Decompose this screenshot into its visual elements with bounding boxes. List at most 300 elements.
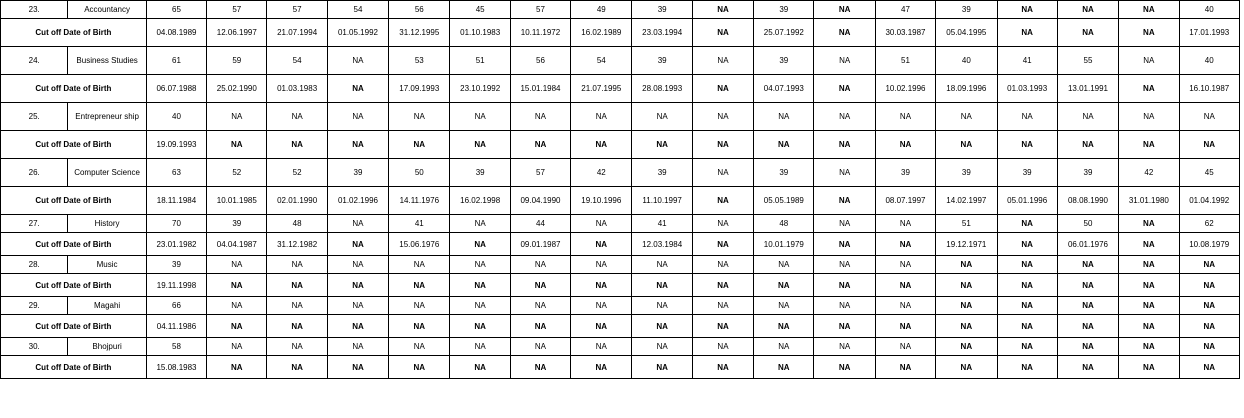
subject-name: Business Studies — [68, 47, 146, 75]
cutoff-dob-cell: NA — [1119, 356, 1179, 379]
cutoff-mark-cell: 45 — [450, 1, 510, 19]
cutoff-mark-cell: NA — [997, 256, 1057, 274]
cutoff-mark-cell: 62 — [1179, 215, 1240, 233]
cutoff-mark-cell: NA — [875, 338, 935, 356]
cutoff-dob-label: Cut off Date of Birth — [1, 19, 147, 47]
cutoff-mark-cell: 45 — [1179, 159, 1240, 187]
cutoff-dob-cell: 08.07.1997 — [875, 187, 935, 215]
cutoff-dob-cell: 18.09.1996 — [936, 75, 997, 103]
cutoff-mark-cell: NA — [997, 297, 1057, 315]
cutoff-dob-cell: NA — [692, 19, 753, 47]
cutoff-dob-cell: NA — [1119, 233, 1179, 256]
cutoff-mark-cell: 39 — [754, 159, 814, 187]
cutoff-dob-cell: NA — [327, 356, 388, 379]
cutoff-dob-cell: 04.07.1993 — [754, 75, 814, 103]
cutoff-mark-cell: NA — [875, 215, 935, 233]
cutoff-mark-cell: 44 — [510, 215, 570, 233]
cutoff-mark-cell: NA — [692, 1, 753, 19]
cutoff-dob-cell: NA — [450, 356, 510, 379]
cutoff-mark-cell: 39 — [997, 159, 1057, 187]
cutoff-dob-cell: 12.06.1997 — [207, 19, 267, 47]
cutoff-dob-cell: 10.02.1996 — [875, 75, 935, 103]
cutoff-mark-cell: 53 — [389, 47, 450, 75]
cutoff-dob-cell: NA — [692, 315, 753, 338]
cutoff-dob-cell: NA — [1057, 274, 1118, 297]
cutoff-dob-cell: 31.01.1980 — [1119, 187, 1179, 215]
table-row — [1, 1, 1240, 19]
cutoff-mark-cell: NA — [1119, 47, 1179, 75]
cutoff-mark-cell: 51 — [450, 47, 510, 75]
cutoff-dob-cell: NA — [1057, 356, 1118, 379]
cutoff-mark-cell: NA — [207, 297, 267, 315]
cutoff-dob-cell: NA — [571, 356, 632, 379]
cutoff-dob-label: Cut off Date of Birth — [1, 356, 147, 379]
cutoff-mark-cell: NA — [1119, 338, 1179, 356]
cutoff-dob-cell: 30.03.1987 — [875, 19, 935, 47]
cutoff-mark-cell: NA — [875, 256, 935, 274]
cutoff-dob-cell: NA — [875, 233, 935, 256]
cutoff-dob-cell: NA — [754, 315, 814, 338]
cutoff-dob-cell: NA — [389, 274, 450, 297]
cutoff-dob-cell: 01.03.1983 — [267, 75, 327, 103]
cutoff-mark-cell: NA — [692, 159, 753, 187]
cutoff-dob-cell: NA — [510, 131, 570, 159]
cutoff-mark-cell: 51 — [936, 215, 997, 233]
cutoff-mark-cell: NA — [571, 103, 632, 131]
table-row — [1, 315, 1240, 338]
cutoff-mark-cell: NA — [389, 297, 450, 315]
cutoff-mark-cell: NA — [571, 215, 632, 233]
cutoff-mark-cell: NA — [997, 103, 1057, 131]
cutoff-mark-cell: 57 — [207, 1, 267, 19]
table-row — [1, 297, 1240, 315]
cutoff-dob-cell: 10.08.1979 — [1179, 233, 1240, 256]
cutoff-dob-cell: NA — [814, 131, 875, 159]
cutoff-dob-cell: 16.02.1998 — [450, 187, 510, 215]
cutoff-mark-cell: NA — [267, 338, 327, 356]
cutoff-mark-cell: 47 — [875, 1, 935, 19]
cutoff-dob-cell: NA — [267, 356, 327, 379]
cutoff-dob-cell: NA — [327, 274, 388, 297]
cutoff-dob-cell: NA — [510, 356, 570, 379]
cutoff-dob-cell: 01.03.1993 — [997, 75, 1057, 103]
cutoff-dob-cell: NA — [1119, 19, 1179, 47]
cutoff-mark-cell: 66 — [146, 297, 206, 315]
cutoff-mark-cell: NA — [450, 338, 510, 356]
cutoff-dob-cell: 16.10.1987 — [1179, 75, 1240, 103]
cutoff-mark-cell: NA — [1119, 215, 1179, 233]
cutoff-mark-cell: NA — [632, 297, 692, 315]
cutoff-dob-cell: 31.12.1982 — [267, 233, 327, 256]
cutoff-mark-cell: 65 — [146, 1, 206, 19]
cutoff-mark-cell: 39 — [754, 47, 814, 75]
cutoff-mark-cell: NA — [632, 103, 692, 131]
cutoff-dob-cell: 06.01.1976 — [1057, 233, 1118, 256]
cutoff-dob-cell: NA — [1179, 315, 1240, 338]
cutoff-mark-cell: NA — [814, 47, 875, 75]
cutoff-mark-cell: NA — [754, 103, 814, 131]
cutoff-dob-cell: NA — [327, 233, 388, 256]
cutoff-dob-cell: NA — [875, 274, 935, 297]
cutoff-mark-cell: NA — [389, 256, 450, 274]
cutoff-mark-cell: NA — [754, 338, 814, 356]
cutoff-dob-cell: NA — [389, 356, 450, 379]
cutoff-dob-cell: NA — [754, 356, 814, 379]
cutoff-dob-cell: 18.11.1984 — [146, 187, 206, 215]
serial-number: 27. — [1, 215, 68, 233]
cutoff-mark-cell: NA — [1119, 1, 1179, 19]
cutoff-dob-cell: NA — [997, 131, 1057, 159]
cutoff-mark-cell: 41 — [997, 47, 1057, 75]
cutoff-dob-cell: NA — [1179, 274, 1240, 297]
table-row — [1, 187, 1240, 215]
cutoff-mark-cell: 40 — [1179, 1, 1240, 19]
cutoff-mark-cell: NA — [207, 256, 267, 274]
cutoff-mark-cell: NA — [327, 47, 388, 75]
cutoff-dob-cell: NA — [632, 315, 692, 338]
cutoff-dob-cell: NA — [814, 187, 875, 215]
cutoff-mark-cell: NA — [1057, 103, 1118, 131]
subject-name: Entrepreneur ship — [68, 103, 146, 131]
cutoff-mark-cell: 40 — [146, 103, 206, 131]
cutoff-mark-cell: 39 — [875, 159, 935, 187]
subject-name: Accountancy — [68, 1, 146, 19]
cutoff-dob-cell: 21.07.1994 — [267, 19, 327, 47]
cutoff-dob-cell: NA — [754, 274, 814, 297]
cutoff-dob-cell: 10.11.1972 — [510, 19, 570, 47]
cutoff-mark-cell: NA — [754, 297, 814, 315]
cutoff-dob-cell: 21.07.1995 — [571, 75, 632, 103]
table-row — [1, 159, 1240, 187]
cutoff-dob-cell: 13.01.1991 — [1057, 75, 1118, 103]
cutoff-dob-cell: 09.01.1987 — [510, 233, 570, 256]
cutoff-mark-cell: NA — [510, 338, 570, 356]
cutoff-dob-cell: NA — [571, 233, 632, 256]
cutoff-dob-cell: NA — [936, 274, 997, 297]
cutoff-mark-cell: NA — [754, 256, 814, 274]
cutoff-dob-cell: NA — [692, 233, 753, 256]
cutoff-mark-cell: NA — [389, 103, 450, 131]
cutoff-mark-cell: 39 — [1057, 159, 1118, 187]
cutoff-dob-cell: 02.01.1990 — [267, 187, 327, 215]
cutoff-mark-cell: NA — [692, 338, 753, 356]
cutoff-mark-cell: NA — [207, 103, 267, 131]
cutoff-mark-cell: NA — [814, 215, 875, 233]
serial-number: 24. — [1, 47, 68, 75]
cutoff-dob-cell: 09.04.1990 — [510, 187, 570, 215]
cutoff-dob-label: Cut off Date of Birth — [1, 75, 147, 103]
cutoff-mark-cell: NA — [997, 338, 1057, 356]
cutoff-mark-cell: NA — [1057, 256, 1118, 274]
cutoff-dob-cell: NA — [207, 274, 267, 297]
cutoff-mark-cell: 50 — [389, 159, 450, 187]
cutoff-mark-cell: NA — [814, 159, 875, 187]
cutoff-dob-cell: NA — [814, 274, 875, 297]
cutoff-dob-cell: 19.09.1993 — [146, 131, 206, 159]
table-row — [1, 256, 1240, 274]
cutoff-dob-cell: NA — [936, 131, 997, 159]
serial-number: 30. — [1, 338, 68, 356]
cutoff-dob-cell: NA — [997, 19, 1057, 47]
cutoff-mark-cell: NA — [936, 338, 997, 356]
cutoff-dob-cell: 19.10.1996 — [571, 187, 632, 215]
cutoff-mark-cell: 56 — [389, 1, 450, 19]
cutoff-dob-cell: NA — [632, 274, 692, 297]
cutoff-mark-cell: 48 — [754, 215, 814, 233]
subject-name: Music — [68, 256, 146, 274]
table-row — [1, 47, 1240, 75]
cutoff-mark-cell: NA — [692, 103, 753, 131]
serial-number: 28. — [1, 256, 68, 274]
cutoff-mark-cell: NA — [1057, 297, 1118, 315]
cutoff-dob-cell: NA — [1179, 356, 1240, 379]
cutoff-mark-cell: NA — [450, 256, 510, 274]
cutoff-mark-cell: 39 — [754, 1, 814, 19]
cutoff-mark-cell: 39 — [450, 159, 510, 187]
cutoff-mark-cell: NA — [571, 297, 632, 315]
cutoff-dob-cell: NA — [571, 274, 632, 297]
cutoff-mark-cell: NA — [875, 103, 935, 131]
cutoff-dob-label: Cut off Date of Birth — [1, 131, 147, 159]
cutoff-dob-cell: 28.08.1993 — [632, 75, 692, 103]
cutoff-mark-cell: 52 — [267, 159, 327, 187]
subject-name: Magahi — [68, 297, 146, 315]
cutoff-mark-cell: 39 — [936, 159, 997, 187]
cutoff-mark-cell: NA — [1179, 256, 1240, 274]
cutoff-dob-cell: 23.10.1992 — [450, 75, 510, 103]
table-row — [1, 75, 1240, 103]
cutoff-dob-cell: NA — [632, 356, 692, 379]
cutoff-mark-cell: NA — [1119, 256, 1179, 274]
cutoff-mark-cell: 39 — [632, 1, 692, 19]
cutoff-dob-cell: NA — [875, 131, 935, 159]
cutoff-mark-cell: NA — [327, 338, 388, 356]
cutoff-mark-cell: 51 — [875, 47, 935, 75]
cutoff-mark-cell: 61 — [146, 47, 206, 75]
cutoff-dob-cell: NA — [207, 315, 267, 338]
cutoff-mark-cell: NA — [450, 297, 510, 315]
cutoff-dob-cell: NA — [1057, 131, 1118, 159]
cutoff-mark-cell: NA — [571, 256, 632, 274]
cutoff-dob-cell: NA — [692, 75, 753, 103]
serial-number: 23. — [1, 1, 68, 19]
cutoff-dob-cell: 31.12.1995 — [389, 19, 450, 47]
cutoff-dob-cell: 11.10.1997 — [632, 187, 692, 215]
cutoff-mark-cell: 54 — [267, 47, 327, 75]
cutoff-dob-cell: NA — [450, 233, 510, 256]
cutoff-mark-cell: 40 — [1179, 47, 1240, 75]
cutoff-dob-cell: NA — [632, 131, 692, 159]
subject-name: Bhojpuri — [68, 338, 146, 356]
cutoff-mark-cell: NA — [1057, 338, 1118, 356]
cutoff-mark-cell: NA — [875, 297, 935, 315]
serial-number: 26. — [1, 159, 68, 187]
cutoff-mark-cell: NA — [510, 256, 570, 274]
cutoff-mark-cell: NA — [327, 297, 388, 315]
cutoff-mark-cell: NA — [510, 103, 570, 131]
cutoff-dob-cell: NA — [692, 187, 753, 215]
cutoff-mark-cell: 41 — [389, 215, 450, 233]
cutoff-dob-cell: NA — [1119, 131, 1179, 159]
cutoff-dob-cell: 23.03.1994 — [632, 19, 692, 47]
serial-number: 29. — [1, 297, 68, 315]
cutoff-dob-cell: 14.11.1976 — [389, 187, 450, 215]
cutoff-dob-cell: 15.06.1976 — [389, 233, 450, 256]
cutoff-dob-cell: 17.09.1993 — [389, 75, 450, 103]
subject-name: History — [68, 215, 146, 233]
cutoff-mark-cell: NA — [1119, 297, 1179, 315]
serial-number: 25. — [1, 103, 68, 131]
cutoff-dob-cell: 04.04.1987 — [207, 233, 267, 256]
cutoff-mark-cell: 39 — [632, 159, 692, 187]
cutoff-dob-cell: NA — [936, 315, 997, 338]
cutoff-dob-cell: NA — [754, 131, 814, 159]
cutoff-mark-cell: 63 — [146, 159, 206, 187]
cutoff-dob-cell: 15.01.1984 — [510, 75, 570, 103]
cutoff-mark-cell: NA — [267, 297, 327, 315]
cutoff-mark-cell: 70 — [146, 215, 206, 233]
cutoff-dob-cell: NA — [450, 131, 510, 159]
cutoff-mark-cell: 52 — [207, 159, 267, 187]
cutoff-dob-cell: 19.11.1998 — [146, 274, 206, 297]
cutoff-mark-cell: NA — [571, 338, 632, 356]
cutoff-dob-cell: NA — [571, 315, 632, 338]
cutoff-mark-cell: NA — [1179, 338, 1240, 356]
cutoff-mark-cell: 39 — [936, 1, 997, 19]
cutoff-dob-cell: 05.05.1989 — [754, 187, 814, 215]
cutoff-dob-cell: NA — [875, 356, 935, 379]
cutoff-dob-cell: NA — [692, 356, 753, 379]
cutoff-dob-cell: 19.12.1971 — [936, 233, 997, 256]
cutoff-mark-cell: NA — [267, 256, 327, 274]
cutoff-dob-cell: 01.05.1992 — [327, 19, 388, 47]
cutoff-mark-cell: 39 — [327, 159, 388, 187]
cutoff-dob-cell: NA — [692, 274, 753, 297]
cutoff-mark-cell: 49 — [571, 1, 632, 19]
cutoff-dob-cell: NA — [450, 274, 510, 297]
cutoff-mark-cell: 48 — [267, 215, 327, 233]
cutoff-mark-cell: 56 — [510, 47, 570, 75]
cutoff-dob-label: Cut off Date of Birth — [1, 233, 147, 256]
cutoff-mark-cell: NA — [1057, 1, 1118, 19]
cutoff-mark-cell: NA — [1119, 103, 1179, 131]
cutoff-mark-cell: NA — [936, 256, 997, 274]
cutoff-mark-cell: 40 — [936, 47, 997, 75]
cutoff-mark-cell: NA — [267, 103, 327, 131]
cutoff-dob-cell: NA — [1119, 75, 1179, 103]
table-row — [1, 233, 1240, 256]
subject-name: Computer Science — [68, 159, 146, 187]
cutoff-dob-cell: NA — [327, 315, 388, 338]
cutoff-dob-cell: NA — [207, 356, 267, 379]
cutoff-dob-cell: NA — [814, 19, 875, 47]
cutoff-dob-cell: 04.11.1986 — [146, 315, 206, 338]
cutoff-mark-cell: NA — [936, 297, 997, 315]
cutoff-mark-cell: NA — [389, 338, 450, 356]
cutoff-mark-cell: 54 — [571, 47, 632, 75]
cutoff-dob-cell: NA — [389, 315, 450, 338]
cutoff-dob-cell: NA — [875, 315, 935, 338]
cutoff-mark-cell: NA — [814, 1, 875, 19]
cutoff-mark-cell: 57 — [510, 159, 570, 187]
cutoff-dob-cell: NA — [814, 75, 875, 103]
cutoff-dob-cell: NA — [1119, 315, 1179, 338]
cutoff-dob-cell: 06.07.1988 — [146, 75, 206, 103]
cutoff-mark-cell: NA — [936, 103, 997, 131]
cutoff-dob-cell: 04.08.1989 — [146, 19, 206, 47]
cutoff-dob-cell: NA — [450, 315, 510, 338]
cutoff-dob-cell: NA — [814, 356, 875, 379]
cutoff-mark-cell: NA — [1179, 297, 1240, 315]
cutoff-dob-label: Cut off Date of Birth — [1, 315, 147, 338]
cutoff-mark-cell: NA — [207, 338, 267, 356]
cutoff-mark-cell: NA — [327, 256, 388, 274]
cutoff-dob-cell: 01.02.1996 — [327, 187, 388, 215]
cutoff-mark-cell: 59 — [207, 47, 267, 75]
cutoff-mark-cell: NA — [450, 215, 510, 233]
cutoff-dob-cell: NA — [814, 233, 875, 256]
cutoff-dob-cell: NA — [936, 356, 997, 379]
cutoff-mark-cell: NA — [1179, 103, 1240, 131]
cutoff-mark-cell: 41 — [632, 215, 692, 233]
cutoff-dob-cell: NA — [267, 274, 327, 297]
cutoff-dob-cell: 23.01.1982 — [146, 233, 206, 256]
cutoff-mark-cell: NA — [692, 297, 753, 315]
cutoff-dob-cell: NA — [1119, 274, 1179, 297]
cutoff-mark-cell: NA — [692, 47, 753, 75]
cutoff-mark-cell: 57 — [510, 1, 570, 19]
cutoff-mark-cell: NA — [814, 297, 875, 315]
cutoff-mark-cell: NA — [510, 297, 570, 315]
cutoff-dob-cell: NA — [997, 356, 1057, 379]
cutoff-dob-cell: NA — [510, 274, 570, 297]
cutoff-mark-cell: NA — [692, 256, 753, 274]
cutoff-dob-cell: 12.03.1984 — [632, 233, 692, 256]
cutoff-mark-cell: 55 — [1057, 47, 1118, 75]
cutoff-mark-cell: NA — [997, 215, 1057, 233]
cutoff-mark-cell: NA — [632, 338, 692, 356]
cutoff-dob-cell: NA — [1057, 19, 1118, 47]
cutoff-mark-cell: NA — [632, 256, 692, 274]
table-body — [1, 1, 1240, 379]
cutoff-dob-cell: NA — [267, 131, 327, 159]
cutoff-mark-cell: 58 — [146, 338, 206, 356]
cutoff-dob-cell: 15.08.1983 — [146, 356, 206, 379]
cutoff-dob-cell: 05.01.1996 — [997, 187, 1057, 215]
cutoff-mark-cell: NA — [692, 215, 753, 233]
cutoff-mark-cell: 54 — [327, 1, 388, 19]
cutoff-dob-cell: 25.07.1992 — [754, 19, 814, 47]
table-row — [1, 215, 1240, 233]
cutoff-dob-cell: 16.02.1989 — [571, 19, 632, 47]
cutoff-mark-cell: NA — [327, 215, 388, 233]
cutoff-dob-cell: 10.01.1985 — [207, 187, 267, 215]
cutoff-dob-cell: NA — [1179, 131, 1240, 159]
cutoff-mark-cell: 42 — [571, 159, 632, 187]
cutoff-dob-cell: 25.02.1990 — [207, 75, 267, 103]
cutoff-dob-label: Cut off Date of Birth — [1, 274, 147, 297]
cutoff-mark-cell: 42 — [1119, 159, 1179, 187]
table-row — [1, 356, 1240, 379]
cutoff-mark-cell: NA — [327, 103, 388, 131]
cutoff-dob-cell: NA — [997, 315, 1057, 338]
cutoff-dob-cell: NA — [997, 274, 1057, 297]
cutoff-dob-cell: 01.10.1983 — [450, 19, 510, 47]
cutoff-dob-cell: NA — [389, 131, 450, 159]
cutoff-mark-cell: 50 — [1057, 215, 1118, 233]
cutoff-dob-cell: NA — [327, 131, 388, 159]
cutoff-dob-cell: NA — [267, 315, 327, 338]
